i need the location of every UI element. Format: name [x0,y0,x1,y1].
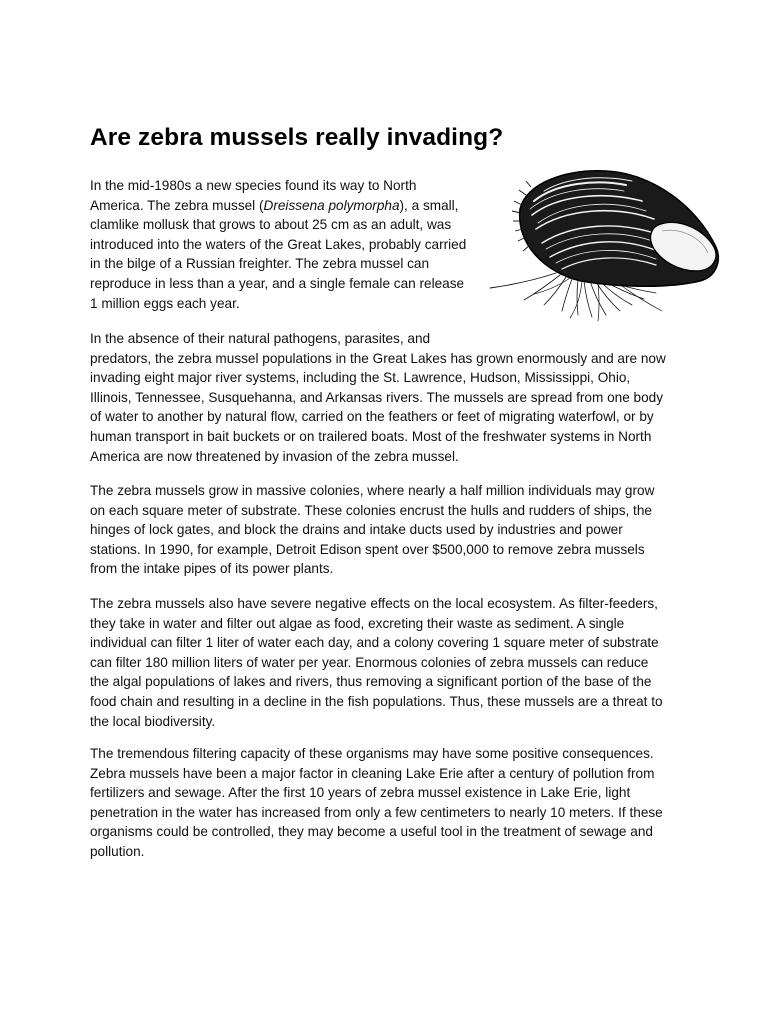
text-line: hinges of lock gates, and block the drains and intake ducts used by industries and power [90,522,623,538]
text-line [90,196,466,216]
text-line: introduced into the waters of the Great Lakes, probably carried [90,236,467,252]
text-line: Zebra mussels have been a major factor in cleaning Lake Erie after a century of pollution from [90,765,655,781]
text-line: from the intake pipes of its power plants. [90,561,334,577]
text-line: The tremendous filtering capacity of these organisms may have some positive consequences. [90,746,654,761]
text-line: In the absence of their natural pathogens, parasites, and [90,331,431,346]
text-line: human transport in bait buckets or on trailered boats. Most of the freshwater systems in North [90,428,652,444]
text-line: the local biodiversity. [90,713,216,729]
text-line: individual can filter 1 liter of water each day, and a colony covering 1 square meter of substrate [90,635,659,651]
text-line: stations. In 1990, for example, Detroit Edison spent over $500,000 to remove zebra mussels [90,541,645,557]
text-segment: ), a small, [399,197,459,213]
text-segment: America. The zebra mussel ( [90,197,264,213]
text-line: of water to another by natural flow, carried on the feathers or feet of migrating waterfowl, or by [90,409,654,425]
text-line: invading eight major river systems, including the St. Lawrence, Hudson, Mississippi, Ohio, [90,370,631,386]
text-line: reproduce in less than a year, and a single female can release [90,275,465,291]
text-line: in the bilge of a Russian freighter. The zebra mussel can [90,256,430,272]
text-line: the algal populations of lakes and rivers, thus removing a significant portion of the base of the [90,674,652,690]
text-line: America are now threatened by invasion of the zebra mussel. [90,448,459,464]
text-line: 1 million eggs each year. [90,295,240,311]
text-line: Illinois, Tennessee, Susquehanna, and Arkansas rivers. The mussels are spread from one body [90,389,664,405]
species-name: Dreissena polymorpha [263,197,400,213]
page-title: Are zebra mussels really invading? [90,124,504,151]
zebra-mussel-illustration-icon [486,165,724,323]
text-line: In the mid-1980s a new species found its way to North [90,178,417,193]
text-line: The zebra mussels grow in massive colonies, where nearly a half million individuals may grow [90,483,655,498]
text-line: organisms could be controlled, they may become a useful tool in the treatment of sewage and [90,824,653,840]
text-line: predators, the zebra mussel populations in the Great Lakes has grown enormously and are now [90,350,666,366]
text-line: penetration in the water has increased from only a few centimeters to nearly 10 meters. If these [90,804,663,820]
text-line: can filter 180 million liters of water per year. Enormous colonies of zebra mussels can reduce [90,654,649,670]
text-line: clamlike mollusk that grows to about 25 cm as an adult, was [90,217,452,233]
text-line: they take in water and filter out algae as food, excreting their waste as sediment. A single [90,615,625,631]
paragraph-spread [90,329,666,466]
text-line: food chain and resulting in a decline in the fish populations. Thus, these mussels are a threat to [90,693,663,709]
paragraph-colonies [90,481,654,579]
text-line: pollution. [90,843,145,859]
text-line: The zebra mussels also have severe negative effects on the local ecosystem. As filter-feeders, [90,596,658,611]
paragraph-positive-consequences [90,744,663,862]
paragraph-intro [90,176,466,313]
text-line: fertilizers and sewage. After the first 10 years of zebra mussel existence in Lake Erie, light [90,785,631,801]
paragraph-ecosystem [90,594,663,731]
text-line: on each square meter of substrate. These colonies encrust the hulls and rudders of ships, the [90,502,652,518]
